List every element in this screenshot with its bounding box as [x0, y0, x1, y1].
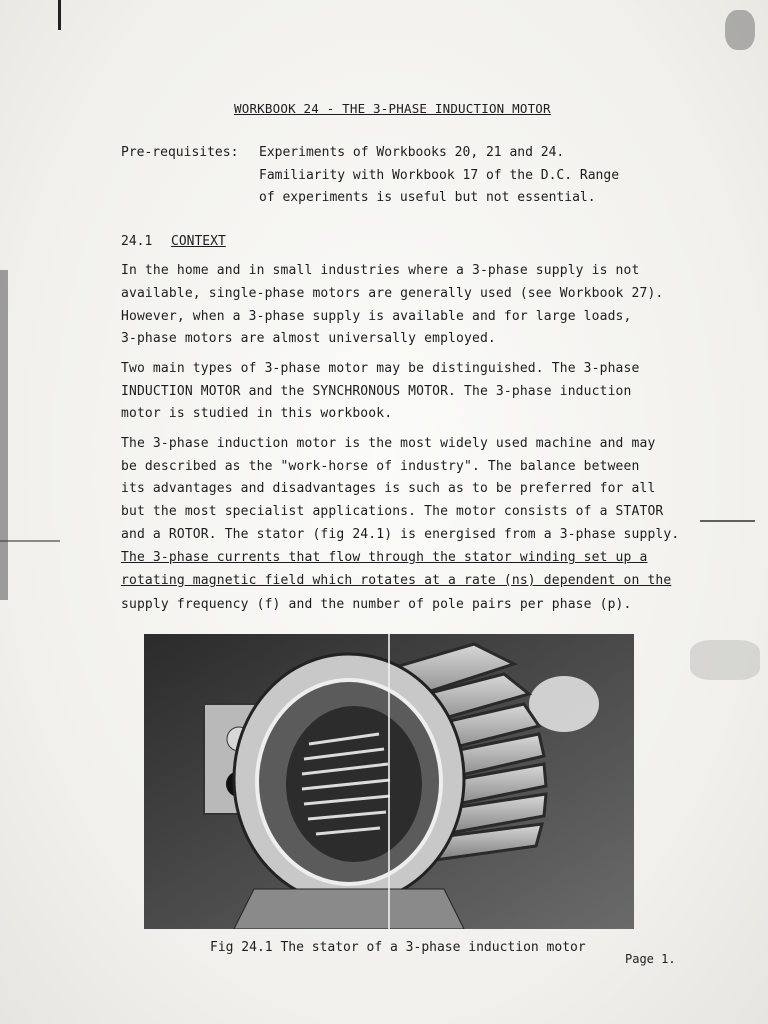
body-text-line: 3-phase motors are almost universally employed.	[121, 331, 496, 346]
body-text-line: supply frequency (f) and the number of pole pairs per phase (p).	[121, 597, 632, 612]
body-text-line: available, single-phase motors are generally used (see Workbook 27).	[121, 286, 664, 301]
body-text-line: but the most specialist applications. The motor consists of a STATOR	[121, 504, 664, 519]
scan-smudge	[700, 520, 755, 522]
scan-smudge	[690, 640, 760, 680]
scan-smudge	[58, 0, 61, 30]
body-text-line: its advantages and disadvantages is such as to be preferred for all	[121, 481, 656, 496]
body-text-line: INDUCTION MOTOR and the SYNCHRONOUS MOTOR. The 3-phase induction	[121, 384, 632, 399]
stator-illustration	[144, 634, 634, 929]
prerequisite-line: Experiments of Workbooks 20, 21 and 24.	[259, 145, 565, 160]
body-text-line: rotating magnetic field which rotates at a rate (ns) dependent on the	[121, 573, 672, 588]
scan-smudge	[0, 270, 8, 600]
figure-caption: Fig 24.1 The stator of a 3-phase induction motor	[210, 940, 586, 955]
body-text-line: However, when a 3-phase supply is available and for large loads,	[121, 309, 632, 324]
body-text-line: be described as the "work-horse of industry". The balance between	[121, 459, 640, 474]
prerequisites-label: Pre-requisites:	[121, 145, 239, 160]
section-title: CONTEXT	[171, 234, 226, 249]
body-text-line: The 3-phase induction motor is the most widely used machine and may	[121, 436, 656, 451]
body-text-line: Two main types of 3-phase motor may be distinguished. The 3-phase	[121, 361, 640, 376]
workbook-title: WORKBOOK 24 - THE 3-PHASE INDUCTION MOTOR	[234, 101, 551, 116]
prerequisite-line: of experiments is useful but not essential.	[259, 190, 596, 205]
stator-photograph	[144, 634, 634, 929]
body-text-line: motor is studied in this workbook.	[121, 406, 393, 421]
scan-smudge	[0, 540, 60, 542]
body-text-line: The 3-phase currents that flow through the stator winding set up a	[121, 550, 648, 565]
scan-smudge	[725, 10, 755, 50]
body-text-line: and a ROTOR. The stator (fig 24.1) is energised from a 3-phase supply.	[121, 527, 680, 542]
prerequisite-line: Familiarity with Workbook 17 of the D.C. Range	[259, 168, 620, 183]
page-number: Page 1.	[625, 952, 676, 966]
section-number: 24.1	[121, 234, 153, 249]
body-text-line: In the home and in small industries where a 3-phase supply is not	[121, 263, 640, 278]
